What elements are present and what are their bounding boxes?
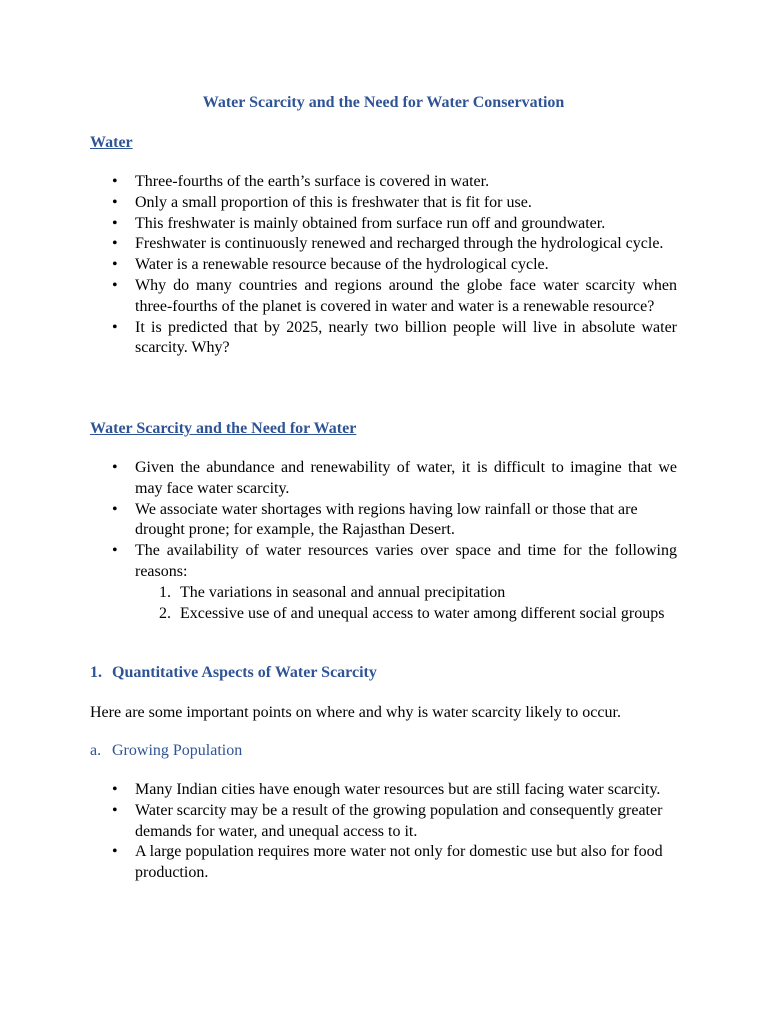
intro-paragraph: Here are some important points on where and why is water scarcity likely to occur. (90, 704, 621, 721)
water-bullet-list (90, 172, 677, 359)
subsection-letter: a. (90, 742, 102, 759)
list-item: • Three-fourths of the earth’s surface is covered in water. (90, 172, 677, 193)
list-item: • This freshwater is mainly obtained from surface run off and groundwater. (90, 214, 677, 235)
section-number: 1. (90, 664, 102, 681)
list-item: • It is predicted that by 2025, nearly two billion people will live in absolute water scarcity. Why? (90, 318, 677, 360)
section-heading-text: Quantitative Aspects of Water Scarcity (112, 664, 377, 681)
list-item: • Water scarcity may be a result of the growing population and consequently greater demands for water, and unequal access to it. (90, 801, 677, 843)
reasons-numbered-list (135, 583, 677, 625)
item-number: 2. (159, 604, 171, 622)
need-bullet-list (90, 458, 677, 624)
population-bullet-list (90, 780, 677, 884)
section-heading-scarcity-need: Water Scarcity and the Need for Water (90, 420, 357, 437)
numbered-item (135, 604, 677, 625)
list-item: • Many Indian cities have enough water resources but are still facing water scarcity. (90, 780, 677, 801)
list-item: • Water is a renewable resource because of the hydrological cycle. (90, 255, 677, 276)
list-item: • Given the abundance and renewability of water, it is difficult to imagine that we may face water scarcity. (90, 458, 677, 500)
list-item-text: The availability of water resources varies over space and time for the following reasons: (135, 542, 677, 580)
list-item: • A large population requires more water not only for domestic use but also for food production. (90, 842, 677, 884)
list-item: • Why do many countries and regions around the globe face water scarcity when three-fourths of the planet is covered in water and water is a renewable resource? (90, 276, 677, 318)
list-item: • Freshwater is continuously renewed and recharged through the hydrological cycle. (90, 234, 677, 255)
section-heading-quantitative (90, 663, 377, 683)
page-title: Water Scarcity and the Need for Water Conservation (202, 94, 565, 111)
list-item (90, 541, 677, 624)
list-item: • Only a small proportion of this is freshwater that is fit for use. (90, 193, 677, 214)
subheading-growing-population (90, 741, 242, 761)
item-text: Excessive use of and unequal access to water among different social groups (180, 604, 665, 622)
list-item: • We associate water shortages with regions having low rainfall or those that are drought prone; for example, the Rajasthan Desert. (90, 500, 677, 542)
item-text: The variations in seasonal and annual precipitation (180, 583, 506, 601)
numbered-item (135, 583, 677, 604)
item-number: 1. (159, 583, 171, 601)
subheading-text: Growing Population (112, 742, 243, 759)
section-heading-water: Water (90, 134, 133, 151)
